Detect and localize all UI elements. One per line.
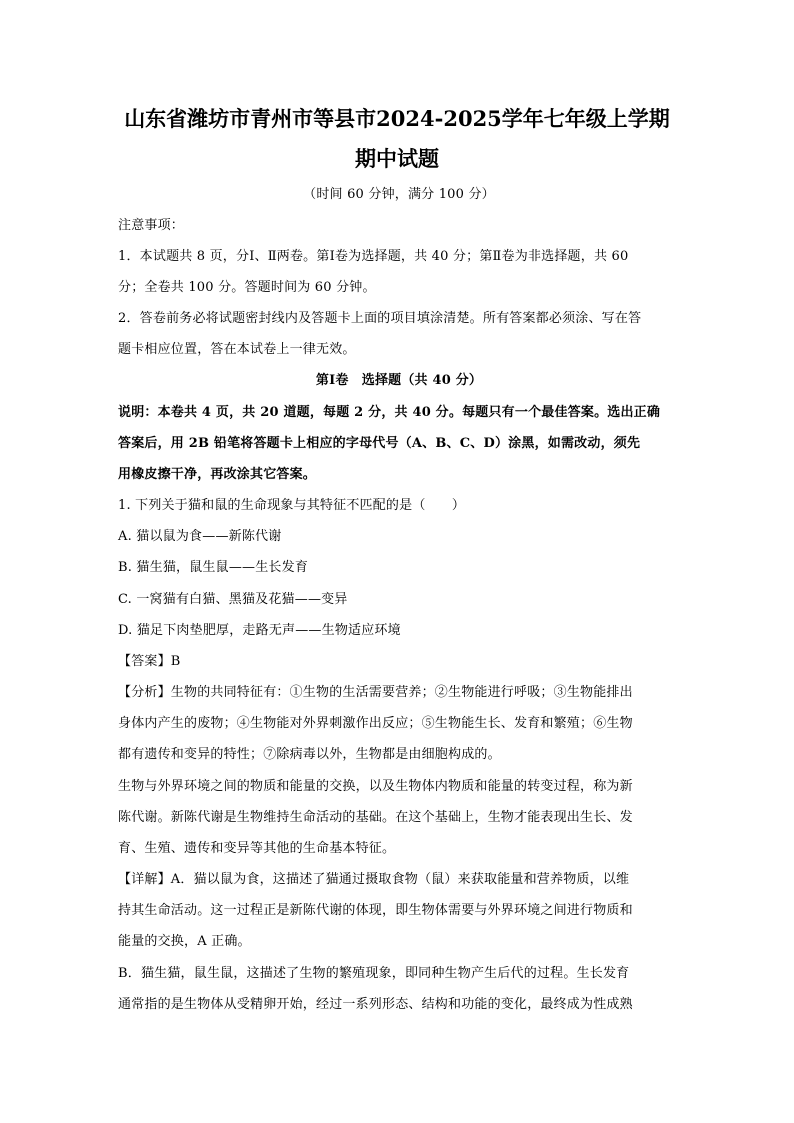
- option-a: A. 猫以鼠为食——新陈代谢: [118, 529, 282, 544]
- notes-line-2: 分；全卷共 100 分。答题时间为 60 分钟。: [118, 280, 376, 295]
- notes-line-3: 2．答卷前务必将试题密封线内及答题卡上面的项目填涂清楚。所有答案都必须涂、写在答: [118, 311, 642, 326]
- notes-heading: 注意事项：: [118, 218, 185, 233]
- notes-line-4: 题卡相应位置，答在本试卷上一律无效。: [118, 342, 356, 357]
- option-d: D. 猫足下肉垫肥厚，走路无声——生物适应环境: [118, 623, 401, 638]
- exam-info: （时间 60 分钟，满分 100 分）: [303, 187, 495, 202]
- document-title-line-1: 山东省潍坊市青州市等县市2024-2025学年七年级上学期: [124, 106, 670, 131]
- notes-line-1: 1．本试题共 8 页，分Ⅰ、Ⅱ两卷。第Ⅰ卷为选择题，共 40 分；第Ⅱ卷为非选择题，共 60: [118, 249, 629, 264]
- analysis-line-2: 身体内产生的废物；④生物能对外界刺激作出反应；⑤生物能生长、发育和繁殖；⑥生物: [118, 716, 633, 731]
- detail-line-4: B．猫生猫，鼠生鼠，这描述了生物的繁殖现象，即同种生物产生后代的过程。生长发育: [118, 966, 630, 981]
- detail-line-3: 能量的交换，A 正确。: [118, 934, 251, 949]
- question-stem: 1. 下列关于猫和鼠的生命现象与其特征不匹配的是（ ）: [118, 498, 466, 513]
- detail-line-2: 持其生命活动。这一过程正是新陈代谢的体现，即生物体需要与外界环境之间进行物质和: [118, 903, 633, 918]
- detail-line-1: 【详解】A．猫以鼠为食，这描述了猫通过摄取食物（鼠）来获取能量和营养物质，以维: [118, 872, 630, 887]
- analysis-line-3: 都有遗传和变异的特性；⑦除病毒以外，生物都是由细胞构成的。: [118, 747, 501, 762]
- section-heading: 第Ⅰ卷 选择题（共 40 分）: [315, 373, 483, 388]
- section-desc-line-1: 说明：本卷共 4 页，共 20 道题，每题 2 分，共 40 分。每题只有一个最佳答案。选出正确: [118, 405, 661, 420]
- analysis-line-4: 生物与外界环境之间的物质和能量的交换，以及生物体内物质和能量的转变过程，称为新: [118, 779, 633, 794]
- option-c: C. 一窝猫有白猫、黑猫及花猫——变异: [118, 592, 348, 607]
- option-b: B. 猫生猫，鼠生鼠——生长发育: [118, 560, 309, 575]
- analysis-line-5: 陈代谢。新陈代谢是生物维持生命活动的基础。在这个基础上，生物才能表现出生长、发: [118, 810, 633, 825]
- section-desc-line-2: 答案后，用 2B 铅笔将答题卡上相应的字母代号（A、B、C、D）涂黑，如需改动，须先: [118, 436, 641, 451]
- analysis-line-1: 【分析】生物的共同特征有：①生物的生活需要营养；②生物能进行呼吸；③生物能排出: [118, 685, 633, 700]
- analysis-line-6: 育、生殖、遗传和变异等其他的生命基本特征。: [118, 841, 396, 856]
- document-title-line-2: 期中试题: [355, 146, 439, 171]
- section-desc-line-3: 用橡皮擦干净，再改涂其它答案。: [118, 467, 317, 482]
- answer-line: 【答案】B: [118, 654, 181, 669]
- detail-line-5: 通常指的是生物体从受精卵开始，经过一系列形态、结构和功能的变化，最终成为性成熟: [118, 997, 633, 1012]
